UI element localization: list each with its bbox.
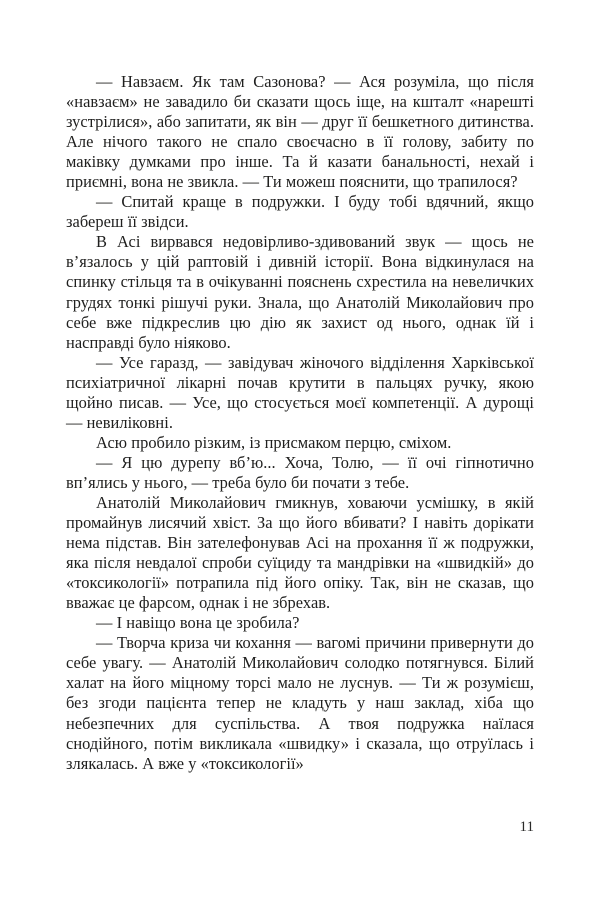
paragraph: Анатолій Миколайович гмикнув, ховаючи усмішку, в якій промайнув лисячий хвіст. За що його вбивати? І навіть дорікати нема підстав. Він зателефонував Асі на прохання її ж подружки, яка після невдалої спроби суїциду та мандрівки на «швидкій» до «токсикології» потрапила під його опіку. Так, він не сказав, що вважає це фарсом, однак і не збрехав. — [66, 492, 534, 613]
paragraph: — Я цю дурепу вб’ю... Хоча, Толю, — її очі гіпнотично вп’ялись у нього, — треба було би почати з тебе. — [66, 452, 534, 492]
page-text-block — [66, 72, 534, 774]
paragraph: — Навзаєм. Як там Сазонова? — Ася розуміла, що після «навзаєм» не завадило би сказати щось іще, на кшталт «нарешті зустрілися», або запитати, як він — друг її бешкетного дитинства. Але нічого такого не спало своєчасно в її голову, забиту по маківку думками про інше. Та й казати банальності, нехай і приємні, вона не звикла. — Ти можеш пояснити, що трапилося? — [66, 72, 534, 192]
paragraph: — Творча криза чи кохання — вагомі причини привернути до себе увагу. — Анатолій Миколайович солодко потягнувся. Білий халат на його міцному торсі мало не луснув. — Ти ж розумієш, без згоди пацієнта тепер не кладуть у наш заклад, хіба що небезпечних для суспільства. А твоя подружка наїлася снодійного, потім викликала «швидку» і сказала, що отруїлась і злякалась. А вже у «токсикології» — [66, 633, 534, 773]
paragraph: В Асі вирвався недовірливо-здивований звук — щось не в’язалось у цій раптовій і дивній історії. Вона відкинулася на спинку стільця та в очікуванні пояснень схрестила на невеличких грудях тонкі рішучі руки. Знала, що Анатолій Миколайович про себе вже підкреслив цю дію як захист од нього, однак їй і насправді було ніяково. — [66, 232, 534, 352]
paragraph: Асю пробило різким, із присмаком перцю, сміхом. — [96, 432, 452, 452]
page-number: 11 — [519, 819, 534, 835]
paragraph: — Усе гаразд, — завідувач жіночого відділення Харківської психіатричної лікарні почав крутити в пальцях ручку, якою щойно писав. — Усе, що стосується моєї компетенції. А дурощі — невиліковні. — [66, 352, 534, 432]
paragraph: — І навіщо вона це зробила? — [96, 613, 300, 633]
paragraph: — Спитай краще в подружки. І буду тобі вдячний, якщо забереш її звідси. — [66, 192, 534, 232]
